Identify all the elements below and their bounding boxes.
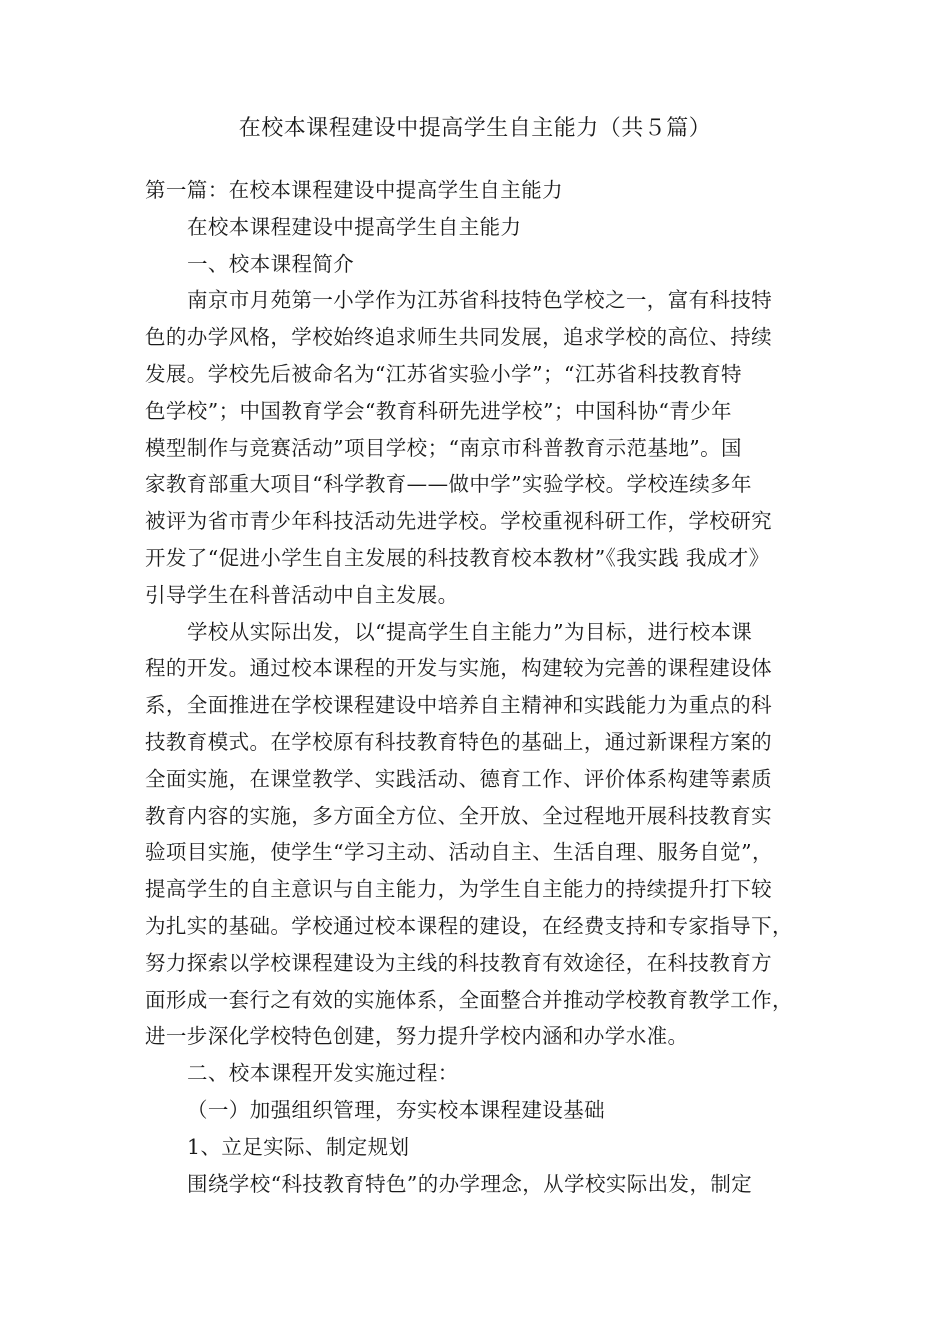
text-line: 全面实施，在课堂教学、实践活动、德育工作、评价体系构建等素质	[145, 766, 772, 791]
text-line: 在校本课程建设中提高学生自主能力	[187, 214, 522, 239]
text-line: 发展。学校先后被命名为“江苏省实验小学”；“江苏省科技教育特	[145, 361, 742, 386]
text-line: 努力探索以学校课程建设为主线的科技教育有效途径，在科技教育方	[145, 950, 772, 975]
text-line: 1、立足实际、制定规划	[187, 1134, 410, 1159]
document-title: 在校本课程建设中提高学生自主能力（共５篇）	[238, 116, 712, 141]
text-line: 程的开发。通过校本课程的开发与实施，构建较为完善的课程建设体	[145, 656, 772, 681]
text-line: 验项目实施，使学生“学习主动、活动自主、生活自理、服务自觉”，	[145, 840, 773, 865]
text-line: 家教育部重大项目“科学教育——做中学”实验学校。学校连续多年	[145, 472, 752, 497]
text-line: 教育内容的实施，多方面全方位、全开放、全过程地开展科技教育实	[145, 803, 772, 828]
text-line: 二、校本课程开发实施过程：	[187, 1061, 459, 1086]
text-line: 南京市月苑第一小学作为江苏省科技特色学校之一，富有科技特	[187, 288, 773, 313]
text-line: 色的办学风格，学校始终追求师生共同发展，追求学校的高位、持续	[145, 325, 772, 350]
text-line: 学校从实际出发，以“提高学生自主能力”为目标，进行校本课	[187, 619, 753, 644]
text-line: 为扎实的基础。学校通过校本课程的建设，在经费支持和专家指导下，	[145, 913, 793, 938]
text-line: 提高学生的自主意识与自主能力，为学生自主能力的持续提升打下较	[145, 877, 772, 902]
text-line: 围绕学校“科技教育特色”的办学理念，从学校实际出发，制定	[187, 1171, 753, 1196]
document-body	[145, 172, 825, 1202]
text-line: 引导学生在科普活动中自主发展。	[145, 582, 459, 607]
text-line: 面形成一套行之有效的实施体系，全面整合并推动学校教育教学工作，	[145, 987, 793, 1012]
text-line: 系，全面推进在学校课程建设中培养自主精神和实践能力为重点的科	[145, 693, 772, 718]
text-line: 第一篇：在校本课程建设中提高学生自主能力	[145, 178, 563, 202]
text-line: 开发了“促进小学生自主发展的科技教育校本教材”《我实践 我成才》	[145, 545, 770, 570]
text-line: 模型制作与竞赛活动”项目学校；“南京市科普教育示范基地”。国	[145, 435, 742, 460]
text-line: 被评为省市青少年科技活动先进学校。学校重视科研工作，学校研究	[145, 509, 772, 534]
text-line: （一）加强组织管理，夯实校本课程建设基础	[187, 1097, 605, 1122]
text-line: 一、校本课程简介	[187, 251, 355, 276]
text-line: 进一步深化学校特色创建，努力提升学校内涵和办学水准。	[145, 1024, 689, 1049]
text-line: 技教育模式。在学校原有科技教育特色的基础上，通过新课程方案的	[145, 729, 772, 754]
text-line: 色学校”；中国教育学会“教育科研先进学校”；中国科协“青少年	[145, 398, 732, 423]
